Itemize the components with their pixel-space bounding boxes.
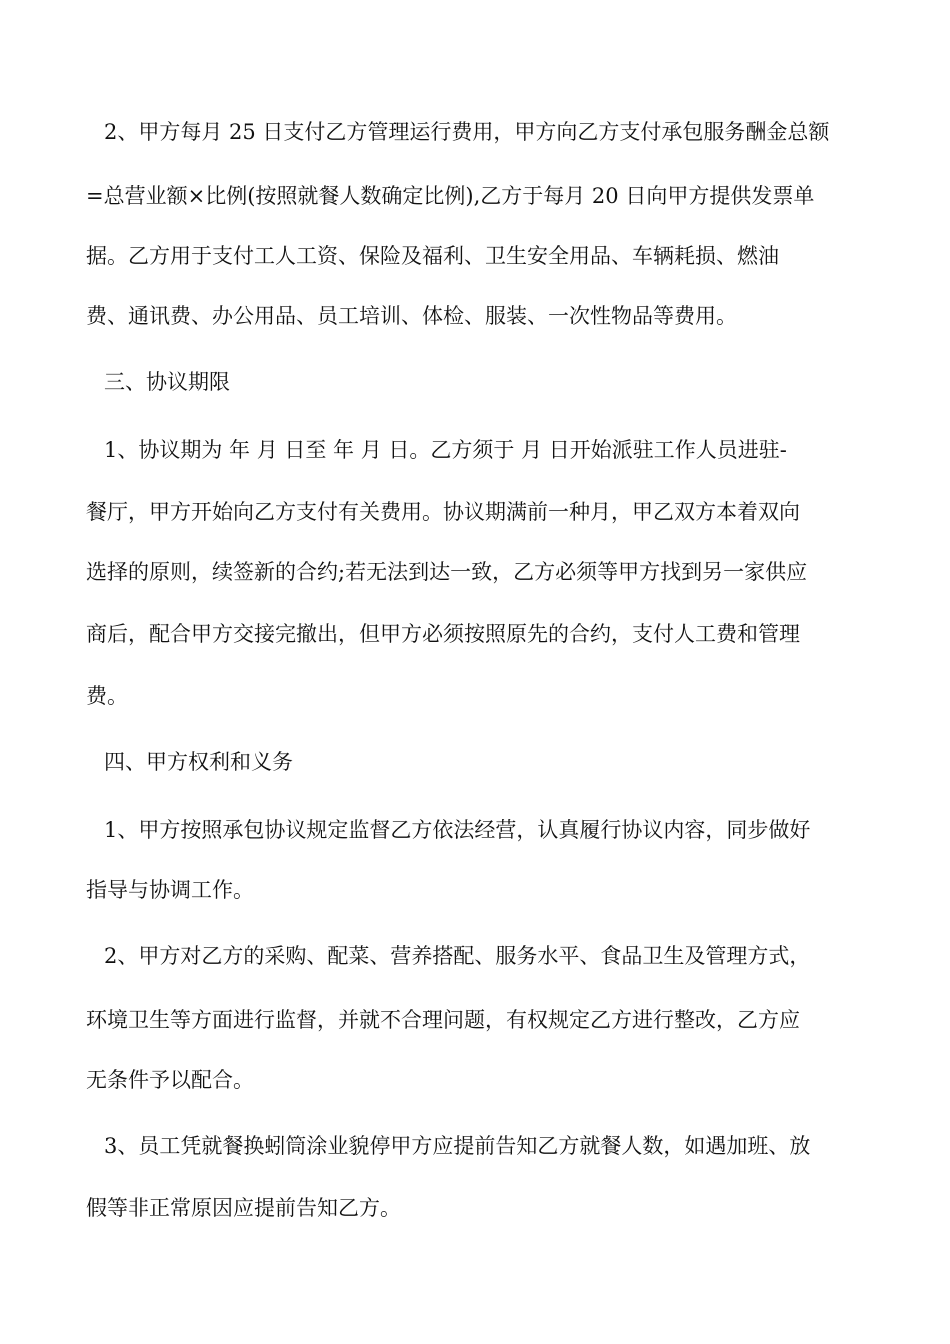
paragraph-line: 商后，配合甲方交接完撤出，但甲方必须按照原先的合约，支付人工费和管理 (86, 622, 800, 646)
paragraph-line: 假等非正常原因应提前告知乙方。 (86, 1196, 401, 1220)
paragraph-line: 1、甲方按照承包协议规定监督乙方依法经营，认真履行协议内容，同步做好 (104, 818, 811, 842)
paragraph-line: 环境卫生等方面进行监督，并就不合理问题，有权规定乙方进行整改，乙方应 (86, 1008, 800, 1032)
paragraph-line: 3、员工凭就餐换蚓筒涂业貌停甲方应提前告知乙方就餐人数，如遇加班、放 (104, 1134, 811, 1158)
paragraph-line: 1、协议期为 年 月 日至 年 月 日。乙方须于 月 日开始派驻工作人员进驻- (104, 438, 787, 462)
section-heading: 三、协议期限 (104, 370, 230, 394)
paragraph-line: 费。 (86, 684, 128, 708)
paragraph-line: =总营业额×比例(按照就餐人数确定比例),乙方于每月 20 日向甲方提供发票单 (86, 184, 815, 208)
paragraph-line: 无条件予以配合。 (86, 1068, 254, 1092)
paragraph-line: 据。乙方用于支付工人工资、保险及福利、卫生安全用品、车辆耗损、燃油 (86, 244, 779, 268)
section-heading: 四、甲方权利和义务 (104, 750, 293, 774)
paragraph-line: 2、甲方对乙方的采购、配菜、营养搭配、服务水平、食品卫生及管理方式， (104, 944, 811, 968)
paragraph-line: 餐厅，甲方开始向乙方支付有关费用。协议期满前一种月，甲乙双方本着双向 (86, 500, 800, 524)
paragraph-line: 指导与协调工作。 (86, 878, 254, 902)
paragraph-line: 2、甲方每月 25 日支付乙方管理运行费用，甲方向乙方支付承包服务酬金总额 (104, 120, 830, 144)
paragraph-line: 选择的原则，续签新的合约;若无法到达一致，乙方必须等甲方找到另一家供应 (86, 560, 808, 584)
paragraph-line: 费、通讯费、办公用品、员工培训、体检、服装、一次性物品等费用。 (86, 304, 737, 328)
